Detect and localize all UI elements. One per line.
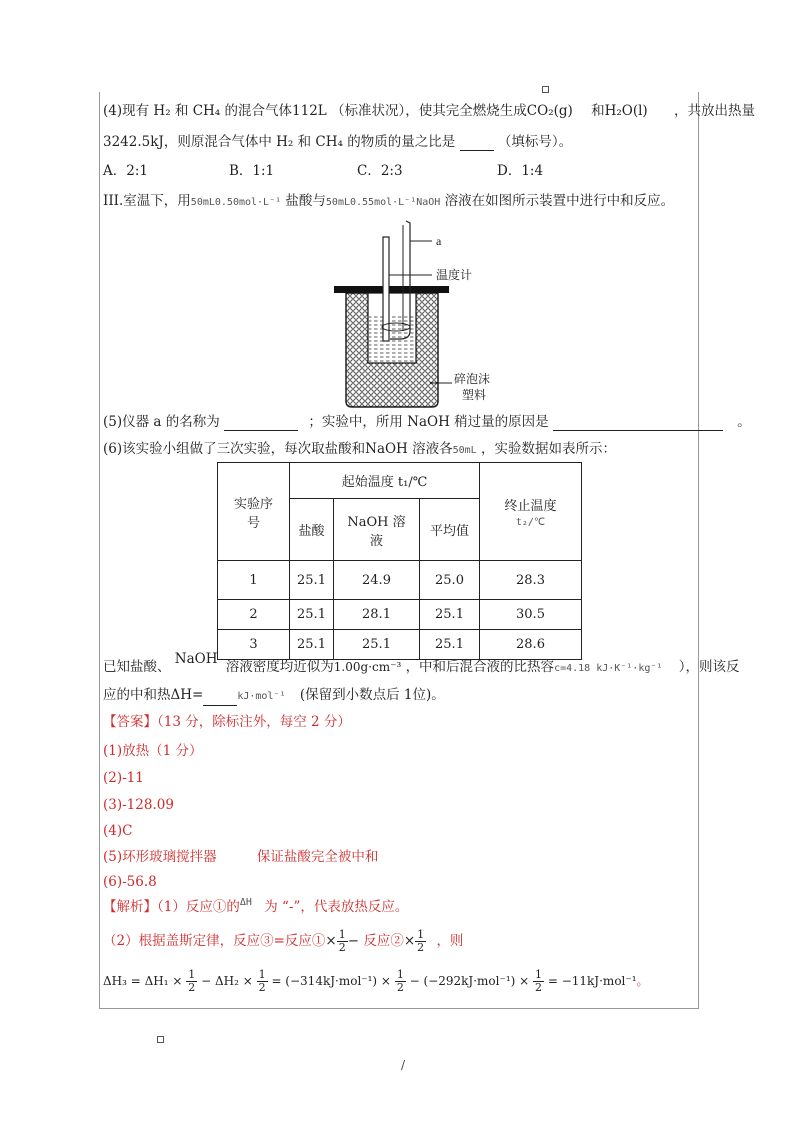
lid [334,286,449,293]
header-hcl: 盐酸 [290,499,334,561]
answer-6: (6)-56.8 [103,874,157,890]
header-start-temp: 起始温度 t₁/℃ [290,463,480,499]
answer-header: 【答案】（13 分，除标注外，每空 2 分） [103,714,351,730]
table-row: 3 25.1 25.1 25.1 28.6 [218,630,582,660]
fraction-half: $\frac{1}{2}$ [535,968,543,994]
option-c: C．2:3 [357,163,403,179]
q5-line: (5)仪器 a 的名称为 ；实验中，所用 NaOH 稍过量的原因是 。 [103,414,751,430]
analysis-line-2: （2）根据盖斯定律，反应③=反应①× $\frac{1}{2}$ − 反应②× $\frac{1}{2}$ ，则 [103,928,464,954]
q6-line: (6)该实验小组做了三次实验，每次取盐酸和NaOH 溶液各50mL ，实验数据如表所示： [103,441,617,457]
q4-line-1: (4)现有 H₂ 和 CH₄ 的混合气体112L （标准状况），使其完全燃烧生成CO₂(g) 和H₂O(l) ，共放出热量 [103,103,755,119]
answer-blank-q6 [203,691,237,706]
answer-blank-q5-name [224,416,298,431]
answer-blank-q4 [460,136,494,151]
label-foam-1: 碎泡沫 [454,372,491,386]
header-end-temp: 终止温度 t₂/℃ [480,463,582,561]
table-row: 1 25.1 24.9 25.0 28.3 [218,561,582,600]
answer-2: (2)-11 [103,770,144,786]
label-a: a [436,234,442,248]
fraction-half: $\frac{1}{2}$ [338,928,346,954]
header-naoh: NaOH 溶 液 [334,499,420,561]
header-average: 平均值 [420,499,480,561]
fraction-half: $\frac{1}{2}$ [396,968,404,994]
answer-5: (5)环形玻璃搅拌器 保证盐酸完全被中和 [103,849,379,865]
header-trial: 实验序 号 [218,463,290,561]
data-table [217,462,582,660]
paragraph-mark-bottom [157,1036,164,1043]
paragraph-mark-top [542,86,549,93]
option-a: A．2:1 [103,163,148,179]
analysis-line-1: 【解析】（1）反应①的$^{\Delta H}$ 为 “-”，代表放热反应。 [103,897,409,915]
analysis-equation: ΔH₃ = ΔH₁ × $\frac{1}{2}$ − ΔH₂ × $\frac{1}{2}$ = (−314kJ·mol⁻¹) × $\frac{1}{2}$ − (−292kJ·mol⁻¹) × $\frac{1}{2}$ = −11kJ·mol⁻¹。 [103,968,649,994]
section-3-intro: III.室温下，用50mL0.50mol·L⁻¹ 盐酸与50mL0.55mol·L⁻¹NaOH 溶液在如图所示装置中进行中和反应。 [103,193,675,209]
known-line-1: 已知盐酸、 NaOH 溶液密度均近似为1.00g·cm⁻³ ，中和后混合液的比热容c=4.18 kJ·K⁻¹·kg⁻¹ ），则该反 [103,651,740,675]
answer-3: (3)-128.09 [103,797,174,813]
fraction-half: $\frac{1}{2}$ [417,928,425,954]
table-row: 2 25.1 28.1 25.1 30.5 [218,600,582,630]
fraction-half: $\frac{1}{2}$ [258,968,266,994]
option-d: D．1:4 [497,163,544,179]
known-line-2: 应的中和热ΔH= kJ·mol⁻¹ (保留到小数点后 1位)。 [103,686,445,706]
page-number-mark: / [401,1058,406,1072]
option-b: B．1:1 [229,163,275,179]
answer-blank-q5-reason [553,416,723,431]
answer-1: (1)放热（1 分） [103,743,203,759]
calorimeter-diagram [320,215,540,415]
answer-4: (4)C [103,823,133,839]
fraction-half: $\frac{1}{2}$ [188,968,196,994]
q4-line-2: 3242.5kJ，则原混合气体中 H₂ 和 CH₄ 的物质的量之比是 （填标号）。 [103,134,573,150]
q4-options [103,162,543,180]
label-foam-2: 塑料 [462,388,487,402]
label-thermometer: 温度计 [436,268,473,282]
